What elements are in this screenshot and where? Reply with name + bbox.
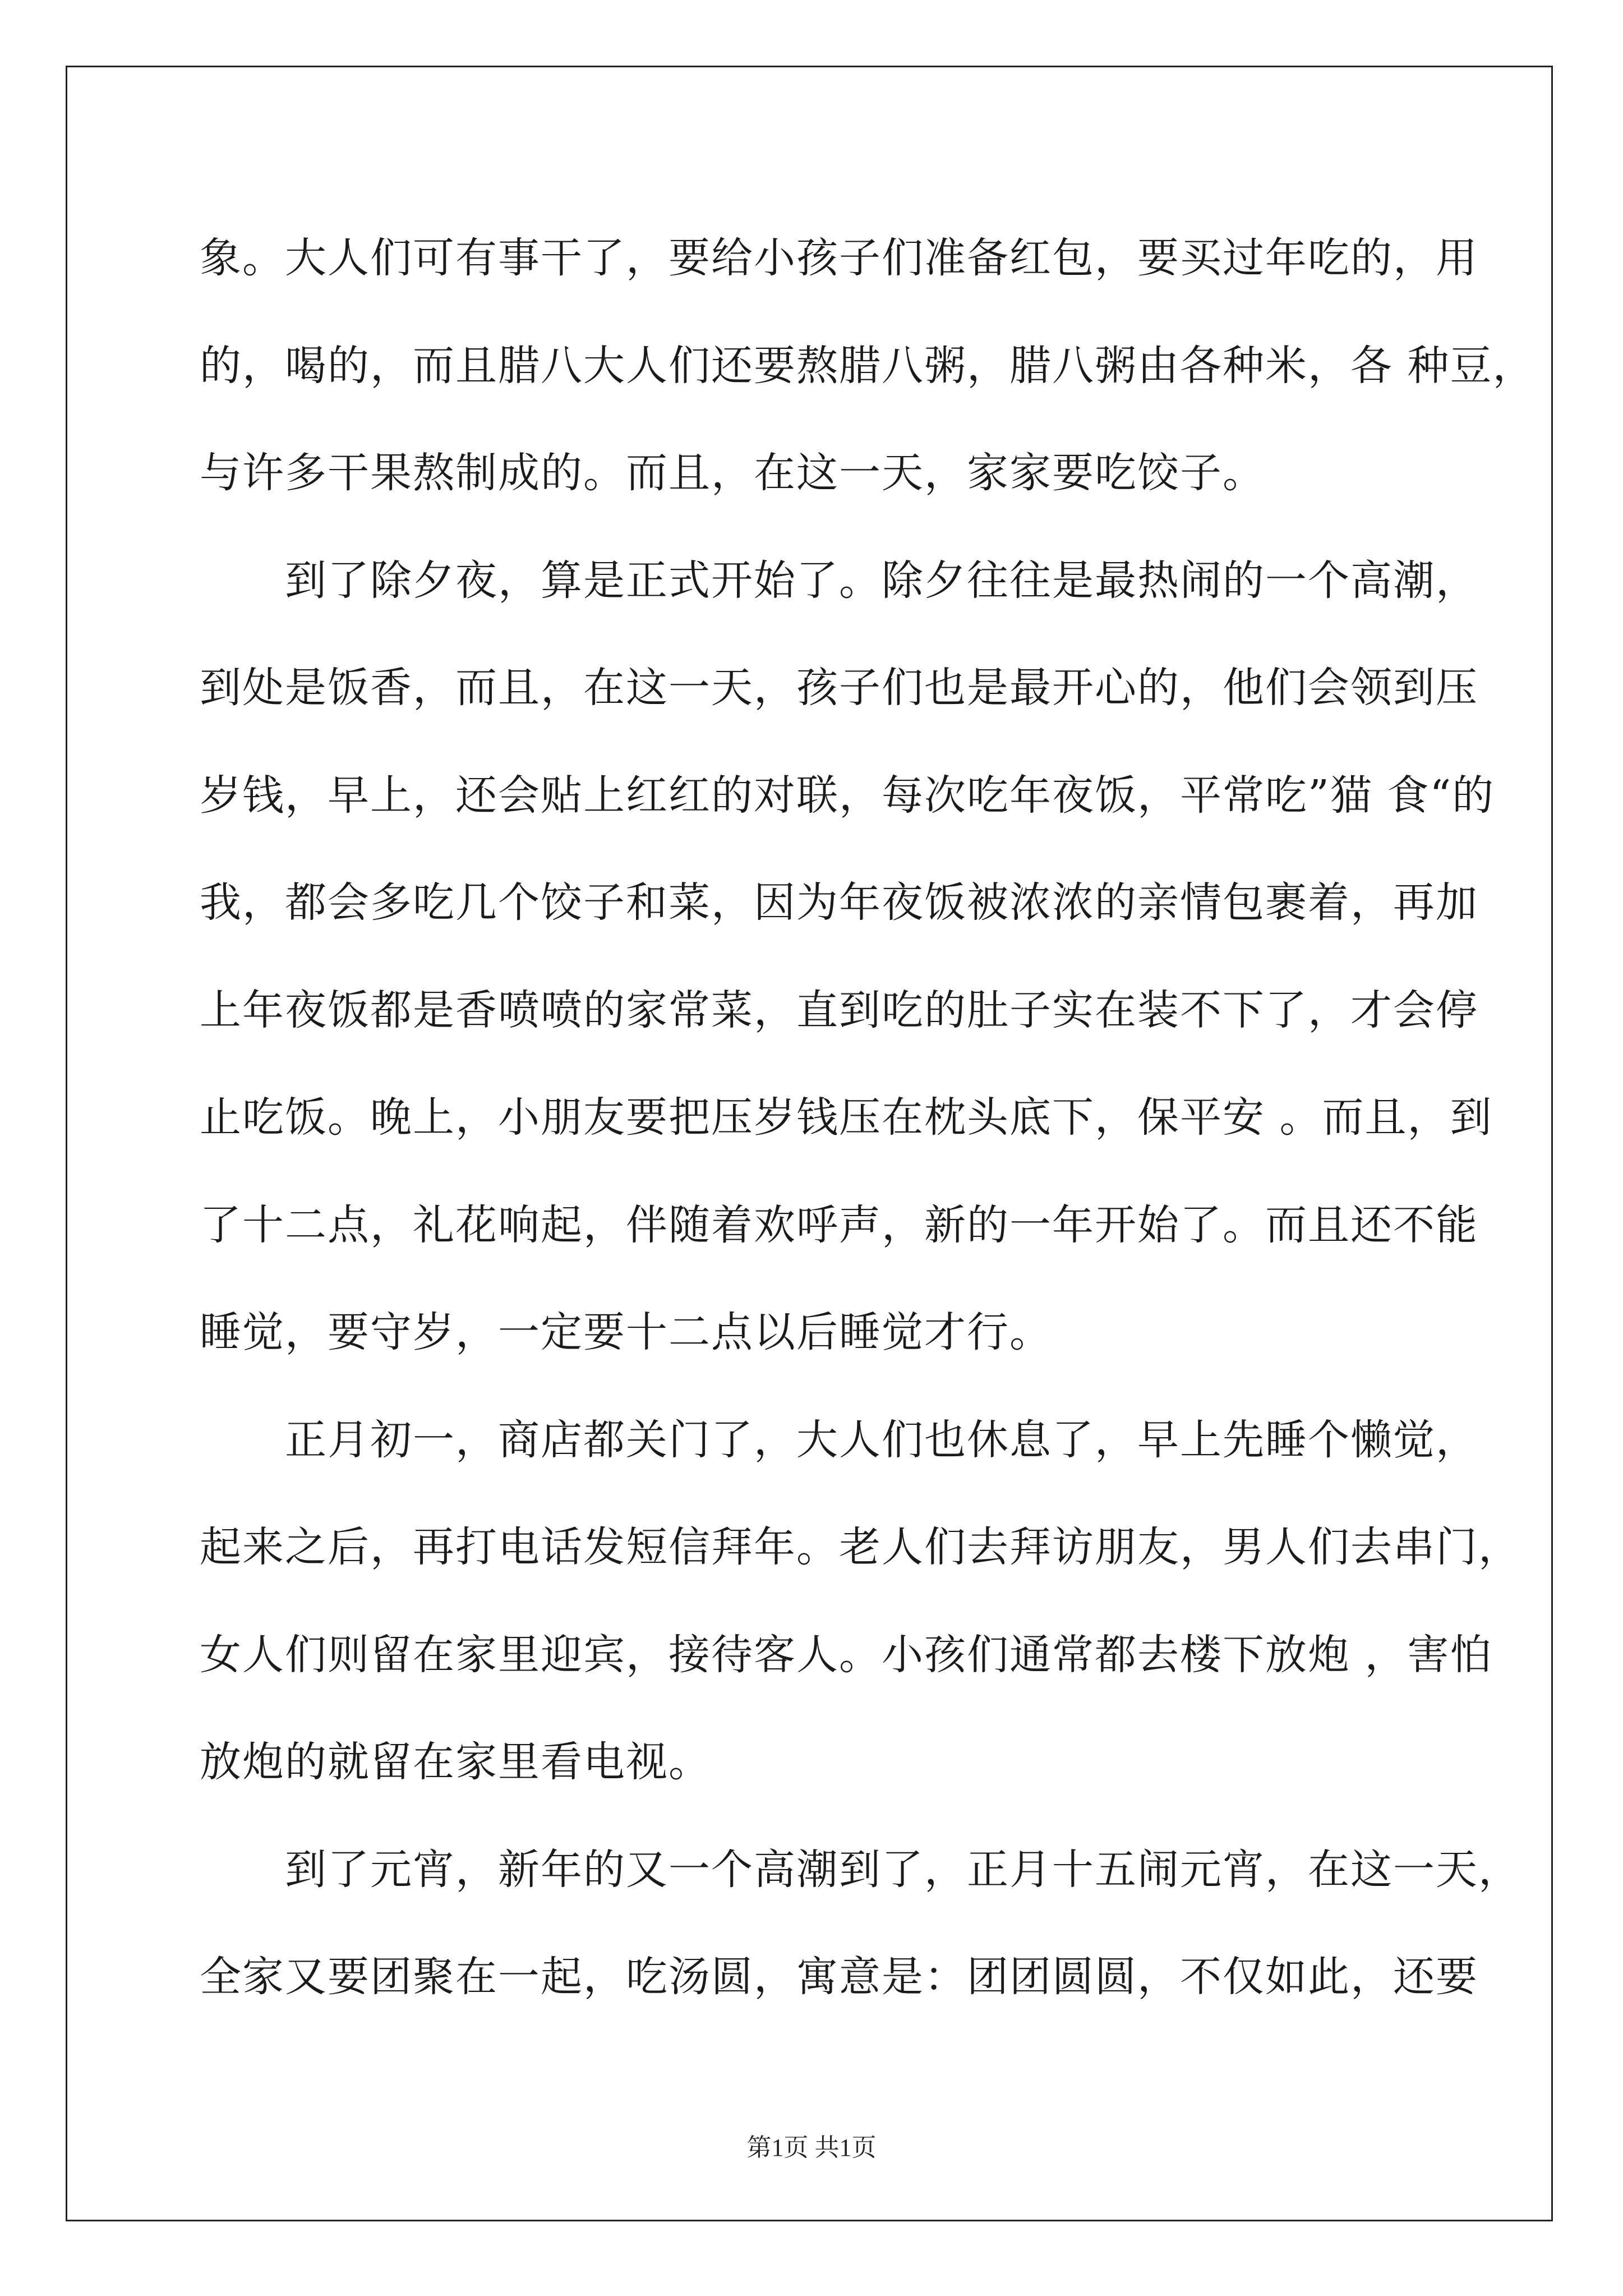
text-line: 我，都会多吃几个饺子和菜，因为年夜饭被浓浓的亲情包裹着，再加	[200, 878, 1478, 927]
text-line: 到了除夕夜，算是正式开始了。除夕往往是最热闹的一个高潮，	[200, 556, 1478, 605]
text-line: 正月初一，商店都关门了，大人们也休息了，早上先睡个懒觉，	[200, 1415, 1478, 1464]
text-line: 象。大人们可有事干了，要给小孩子们准备红包，要买过年吃的，用	[200, 234, 1478, 282]
text-line: 与许多干果熬制成的。而且，在这一天，家家要吃饺子。	[200, 449, 1265, 497]
text-line: 全家又要团聚在一起，吃汤圆，寓意是：团团圆圆，不仅如此，还要	[200, 1953, 1478, 2001]
text-line: 的，喝的，而且腊八大人们还要熬腊八粥，腊八粥由各种米，各 种豆，	[200, 341, 1536, 390]
text-line: 放炮的就留在家里看电视。	[200, 1738, 711, 1786]
text-line: 止吃饭。晚上，小朋友要把压岁钱压在枕头底下，保平安 。而且，到	[200, 1093, 1493, 1142]
text-line: 了十二点，礼花响起，伴随着欢呼声，新的一年开始了。而且还不能	[200, 1200, 1478, 1249]
document-body	[200, 213, 1536, 2040]
text-line: 睡觉，要守岁，一定要十二点以后睡觉才行。	[200, 1308, 1052, 1356]
text-line: 女人们则留在家里迎宾，接待客人。小孩们通常都去楼下放炮 ，害怕	[200, 1630, 1493, 1679]
text-line: 到了元宵，新年的又一个高潮到了，正月十五闹元宵，在这一天，	[200, 1845, 1521, 1894]
text-line: 到处是饭香，而且，在这一天，孩子们也是最开心的，他们会领到压	[200, 664, 1478, 712]
text-line: 上年夜饭都是香喷喷的家常菜，直到吃的肚子实在装不下了，才会停	[200, 986, 1478, 1034]
text-line: 岁钱，早上，还会贴上红红的对联，每次吃年夜饭，平常吃”猫 食“的	[200, 771, 1495, 820]
page-footer: 第1页 共1页	[746, 2134, 877, 2161]
text-line: 起来之后，再打电话发短信拜年。老人们去拜访朋友，男人们去串门，	[200, 1523, 1521, 1571]
